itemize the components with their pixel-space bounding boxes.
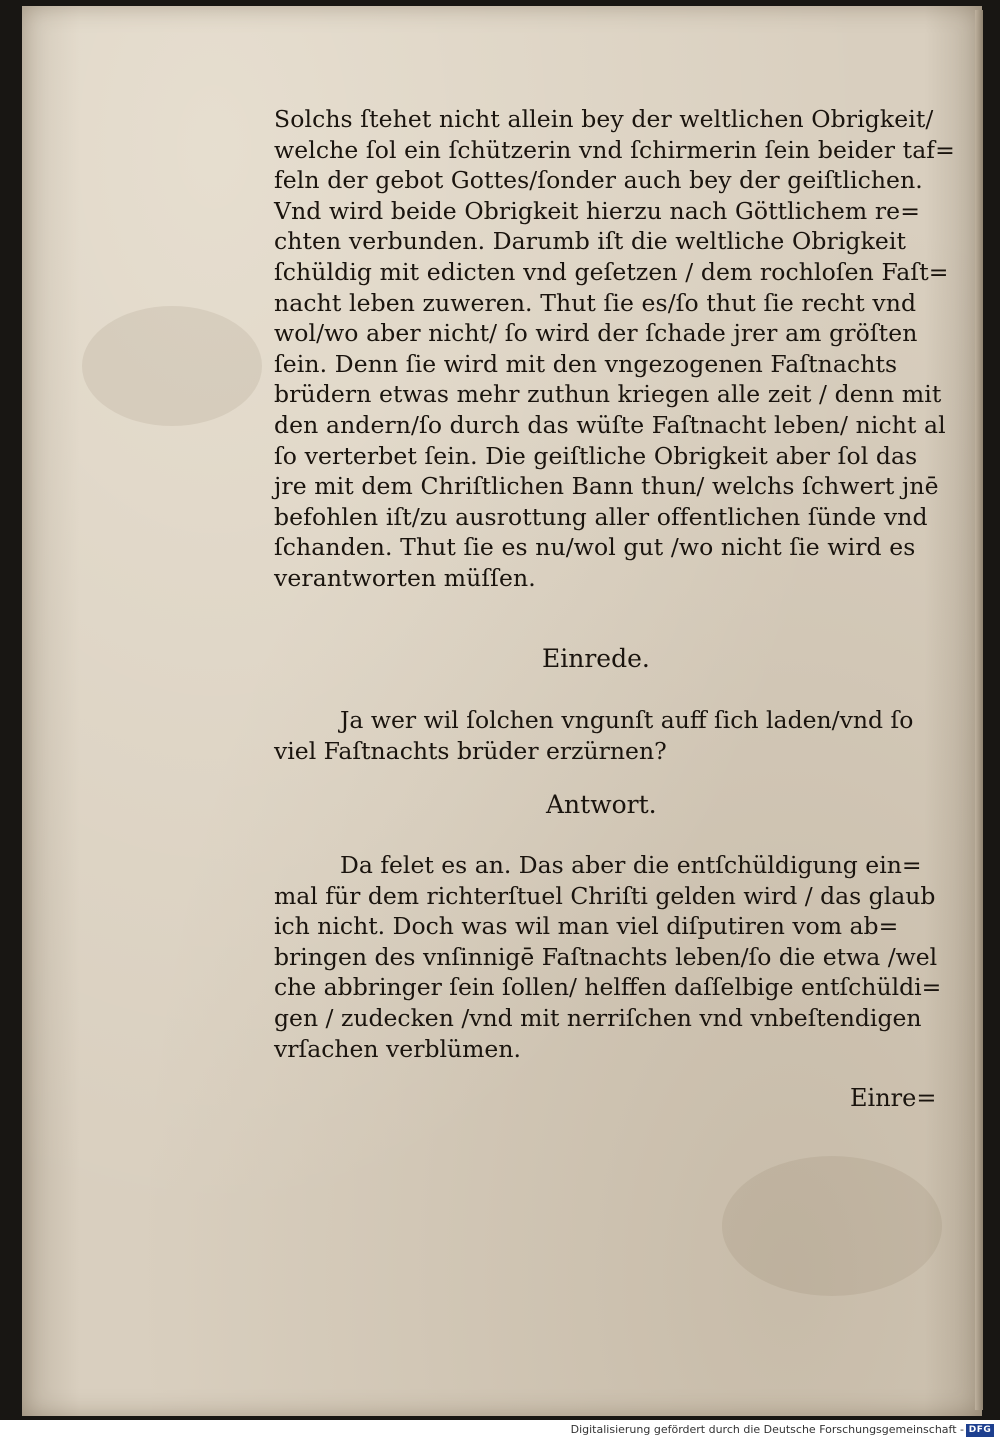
text-line: che abbringer ſein ſollen/ helffen daſſelbige entſchüldi=: [274, 973, 942, 1002]
text-line: ſchüldig mit edicten vnd geſetzen / dem rochloſen Faſt=: [274, 257, 949, 286]
text-line: welche ſol ein ſchützerin vnd ſchirmerin ſein beider taf=: [274, 135, 955, 164]
text-line: Solchs ſtehet nicht allein bey der weltlichen Obrigkeit/: [274, 105, 934, 133]
text-line: Da felet es an. Das aber die entſchüldigung ein=: [340, 851, 922, 879]
paragraph-1: [274, 104, 964, 594]
text-line: jre mit dem Chriſtlichen Bann thun/ welchs ſchwert jnē: [274, 472, 939, 501]
text-line: befohlen iſt/zu ausrottung aller offentlichen ſünde vnd: [274, 502, 928, 531]
text-line: Vnd wird beide Obrigkeit hierzu nach Göttlichem re=: [274, 196, 920, 225]
text-line: ſo verterbet ſein. Die geiſtliche Obrigkeit aber ſol das: [274, 441, 918, 470]
dfg-logo-icon[interactable]: DFG: [966, 1424, 994, 1437]
text-line: mal für dem richterſtuel Chriſti gelden wird / das glaub: [274, 881, 936, 910]
text-line: ſchanden. Thut ſie es nu/wol gut /wo nicht ſie wird es: [274, 533, 916, 562]
text-line: verantworten müſſen.: [274, 563, 536, 592]
page-edge: [975, 10, 983, 1410]
text-line: den andern/ſo durch das wüſte Faſtnacht leben/ nicht al: [274, 410, 946, 439]
text-line: ich nicht. Doch was wil man viel diſputiren vom ab=: [274, 912, 899, 941]
paper-stain: [82, 306, 262, 426]
text-line: Ja wer wil ſolchen vngunſt auff ſich laden/vnd ſo: [340, 706, 914, 734]
section-heading-antwort: Antwort.: [546, 790, 657, 819]
text-line: nacht leben zuweren. Thut ſie es/ſo thut ſie recht vnd: [274, 288, 917, 317]
text-line: feln der gebot Gottes/ſonder auch bey der geiſtlichen.: [274, 166, 923, 195]
text-line: wol/wo aber nicht/ ſo wird der ſchade jrer am gröſten: [274, 319, 918, 348]
paragraph-2: [274, 704, 964, 765]
text-line: viel Faſtnachts brüder erzürnen?: [274, 736, 667, 765]
text-line: gen / zudecken /vnd mit nerriſchen vnd vnbeſtendigen: [274, 1003, 922, 1032]
text-line: chten verbunden. Darumb iſt die weltliche Obrigkeit: [274, 227, 907, 256]
catchword: Einre=: [850, 1084, 937, 1112]
footer-credit: Digitalisierung gefördert durch die Deutsche Forschungsgemeinschaft -: [570, 1423, 964, 1436]
section-heading-einrede: Einrede.: [542, 644, 650, 673]
text-line: ſein. Denn ſie wird mit den vngezogenen Faſtnachts: [274, 349, 898, 378]
paragraph-3: [274, 850, 964, 1064]
paper-stain: [722, 1156, 942, 1296]
text-line: brüdern etwas mehr zuthun kriegen alle zeit / denn mit: [274, 380, 942, 409]
text-line: bringen des vnſinnigē Faſtnachts leben/ſo die etwa /wel: [274, 942, 938, 971]
text-line: vrſachen verblümen.: [274, 1034, 521, 1063]
